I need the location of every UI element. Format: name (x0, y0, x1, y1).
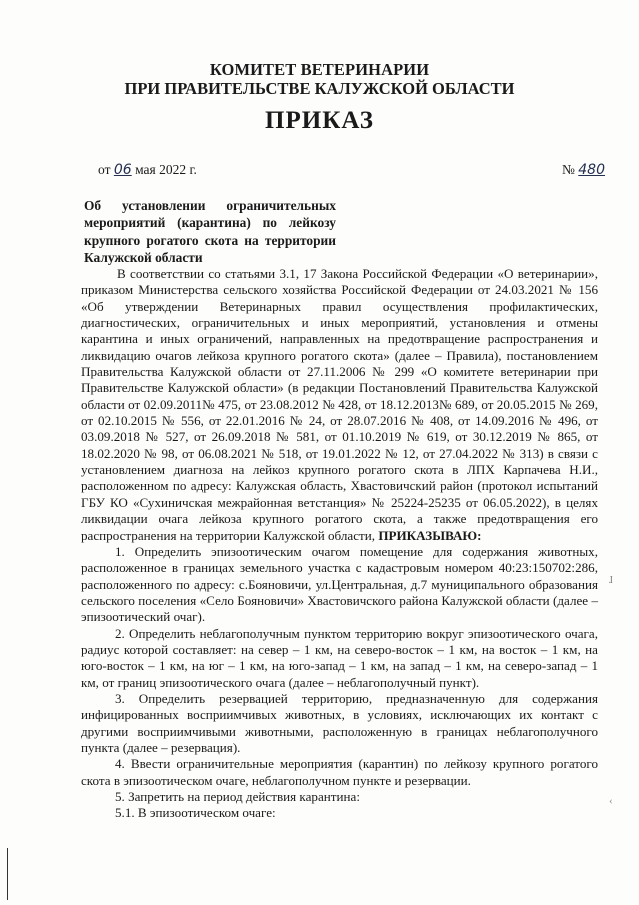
item-2: 2. Определить неблагополучным пунктом территорию вокруг эпизоотического очага, радиус которой составляет: на север – 1 км, на северо-восток – 1 км, на восток – 1 км, на юго-восток – 1 км, на юг – 1 км, на юго-запад – 1 км, на запад – 1 км, на северо-запад – 1 км, от границ эпизоотического очага (далее – неблагополучный пункт). (81, 625, 598, 690)
order-body (81, 266, 598, 822)
date-day-handwritten: 06 (113, 162, 132, 178)
number-sign: № (562, 162, 575, 177)
scan-edge-line (7, 848, 8, 900)
item-5: 5. Запретить на период действия карантина: (115, 789, 360, 804)
margin-mark: ɺ (609, 574, 613, 586)
order-subject: Об установлении ограничительных мероприятий (карантина) по лейкозу крупного рогатого скота на территории Калужской области (84, 198, 336, 265)
order-date (98, 162, 197, 178)
margin-mark: ‹ (609, 795, 613, 807)
committee-affiliation: ПРИ ПРАВИТЕЛЬСТВЕ КАЛУЖСКОЙ ОБЛАСТИ (124, 79, 515, 98)
order-word: ПРИКАЗЫВАЮ: (378, 527, 482, 543)
document-title: ПРИКАЗ (265, 107, 374, 134)
committee-name: КОМИТЕТ ВЕТЕРИНАРИИ (209, 60, 430, 79)
item-1: 1. Определить эпизоотическим очагом помещение для содержания животных, расположенное в границах земельного участка с кадастровым номером 40:23:150702:286, расположенного по адресу: с.Бояновичи, ул.Центральная, д.7 муниципального образования сельского поселения «Село Бояновичи» Хвастовичского района Калужской области (далее – эпизоотический очаг). (81, 543, 598, 625)
date-prefix: от (98, 162, 111, 177)
date-suffix: мая 2022 г. (135, 162, 197, 177)
item-5-1: 5.1. В эпизоотическом очаге: (115, 805, 276, 821)
preamble-text: В соответствии со статьями 3.1, 17 Закона Российской Федерации «О ветеринарии», приказом Министерства сельского хозяйства Российской Федерации от 24.03.2021 № 156 «Об утверждении Ветеринарных правил осуществления профилактических, диагностических, ограничительных и иных мероприятий, установления и отмены карантина и иных ограничений, направленных на предотвращение распространения и ликвидацию очагов лейкоза крупного рогатого скота» (далее – Правила), постановлением Правительства Калужской области от 27.11.2006 № 299 «О комитете ветеринарии при Правительстве Калужской области» (в редакции Постановлений Правительства Калужской области от 02.09.2011№ 475, от 23.08.2012 № 428, от 18.12.2013№ 689, от 20.05.2015 № 269, от 02.10.2015 № 556, от 22.01.2016 № 24, от 28.07.2016 № 408, от 14.09.2016 № 496, от 03.09.2018 № 527, от 26.09.2018 № 581, от 01.10.2019 № 619, от 30.12.2019 № 865, от 18.02.2020 № 98, от 06.08.2021 № 518, от 19.01.2022 № 12, от 27.04.2022 № 313) в связи с установлением диагноза на лейкоз крупного рогатого скота в ЛПХ Карпачева Н.И., расположенном по адресу: Калужская область, Хвастовичский район (протокол испытаний ГБУ КО «Сухиничская межрайонная ветстанция» № 25224-25235 от 06.05.2022), в целях ликвидации очага лейкоза крупного рогатого скота, а также предотвращения его распространения на территории Калужской области, (81, 266, 598, 543)
item-3: 3. Определить резервацией территорию, предназначенную для содержания инфицированных восприимчивых животных, в условиях, исключающих их контакт с другими восприимчивыми животными, расположенную в границах неблагополучного пункта (далее – резервация). (81, 690, 598, 755)
preamble-paragraph (81, 266, 598, 544)
item-4: 4. Ввести ограничительные мероприятия (карантин) по лейкозу крупного рогатого скота в эпизоотическом очаге, неблагополучном пункте и резервации. (81, 756, 598, 788)
number-handwritten: 480 (578, 162, 605, 178)
order-number (562, 162, 605, 178)
